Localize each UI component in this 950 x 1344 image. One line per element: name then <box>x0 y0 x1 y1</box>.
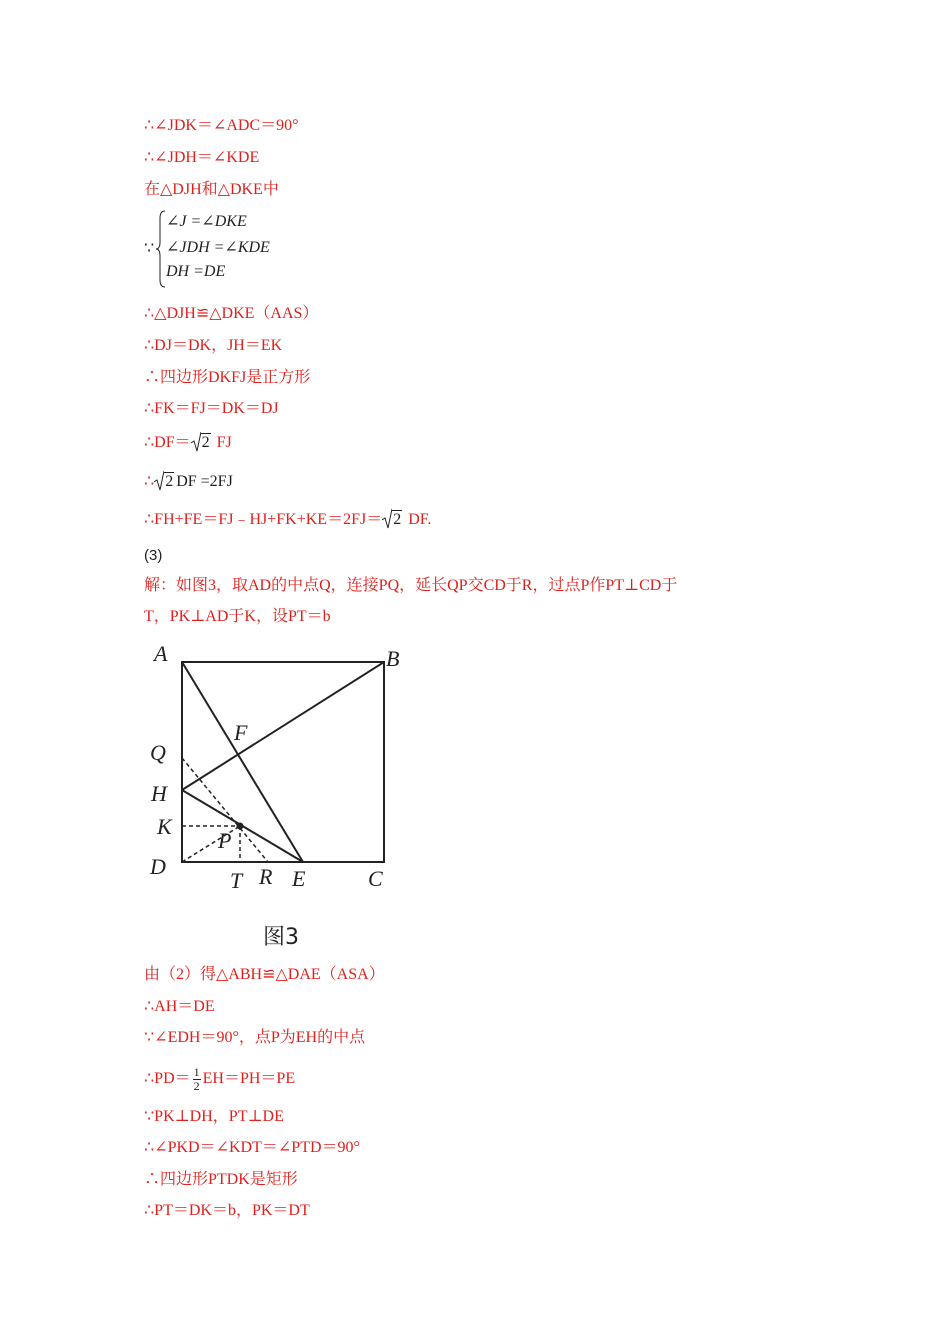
step-edh-midpoint: ∵∠EDH＝90°，点P为EH的中点 <box>144 1029 366 1046</box>
sqrt-symbol <box>382 510 402 530</box>
step-dj-dk: ∴DJ＝DK，JH＝EK <box>144 337 283 354</box>
fraction-one-half <box>193 1066 201 1093</box>
step-square: ∴四边形DKFJ是正方形 <box>144 369 311 386</box>
step-pd-half-right: EH＝PH＝PE <box>202 1070 296 1088</box>
point-p <box>237 823 244 830</box>
sqrt-radicand: 2 <box>165 473 174 490</box>
step-conclusion-right: DF. <box>404 511 432 528</box>
segment-ae <box>182 662 303 862</box>
system-row-2: ∠JDH =∠KDE <box>166 239 270 256</box>
step-right-angles: ∴∠PKD＝∠KDT＝∠PTD＝90° <box>144 1139 360 1156</box>
system-row-3: DH =DE <box>166 263 226 280</box>
sqrt-radicand: 2 <box>393 511 402 528</box>
label-p: P <box>218 828 232 853</box>
fraction-numerator: 1 <box>193 1065 200 1079</box>
part-3-label: (3) <box>144 547 163 564</box>
label-a: A <box>154 641 168 666</box>
step-df-sqrt-right: FJ <box>212 434 232 451</box>
square-abcd <box>182 662 384 862</box>
step-pd-half <box>144 1066 295 1093</box>
label-f: F <box>234 720 248 745</box>
step-rectangle: ∴四边形PTDK是矩形 <box>144 1171 298 1188</box>
sqrt-radicand: 2 <box>201 434 210 451</box>
step-sqrt-df-right: DF =2FJ <box>176 473 233 490</box>
label-c: C <box>368 866 383 890</box>
step-pt-dk: ∴PT＝DK＝b，PK＝DT <box>144 1202 310 1219</box>
step-ah-de: ∴AH＝DE <box>144 998 215 1015</box>
step-in-triangles: 在△DJH和△DKE中 <box>144 181 279 198</box>
label-r: R <box>259 864 273 889</box>
step-pd-half-left: ∴PD＝ <box>144 1070 191 1088</box>
step-angle-jdh: ∴∠JDH＝∠KDE <box>144 149 260 166</box>
step-sqrt-df-left: ∴ <box>144 473 155 490</box>
step-df-sqrt <box>144 433 232 453</box>
step-fk-fj: ∴FK＝FJ＝DK＝DJ <box>144 400 279 417</box>
system-row-1: ∠J =∠DKE <box>166 213 247 230</box>
step-perpendiculars: ∵PK⊥DH，PT⊥DE <box>144 1108 284 1125</box>
step-conclusion <box>144 510 431 530</box>
solution-line-1: 解：如图3，取AD的中点Q，连接PQ，延长QP交CD于R，过点P作PT⊥CD于 <box>144 577 678 594</box>
step-df-sqrt-left: ∴DF＝ <box>144 434 191 451</box>
step-conclusion-left: ∴FH+FE＝FJ﹣HJ+FK+KE＝2FJ＝ <box>144 511 383 528</box>
geometry-figure <box>146 640 416 890</box>
left-brace-icon <box>156 210 166 288</box>
step-from-part-2: 由（2）得△ABH≌△DAE（ASA） <box>144 966 385 983</box>
label-b: B <box>386 646 400 671</box>
solution-line-2: T，PK⊥AD于K，设PT＝b <box>144 608 331 625</box>
label-h: H <box>151 781 167 806</box>
step-angle-jdk: ∴∠JDK＝∠ADC＝90° <box>144 117 299 134</box>
step-sqrt-df <box>144 472 233 492</box>
sqrt-symbol <box>154 472 174 492</box>
label-d: D <box>150 854 166 879</box>
label-t: T <box>230 868 243 890</box>
label-q: Q <box>150 740 166 765</box>
because-symbol: ∵ <box>144 240 155 257</box>
sqrt-symbol <box>191 433 211 453</box>
label-e: E <box>292 866 306 890</box>
step-congruent: ∴△DJH≌△DKE（AAS） <box>144 305 319 322</box>
label-k: K <box>157 814 172 839</box>
fraction-denominator: 2 <box>193 1079 200 1093</box>
segment-hb <box>182 662 384 790</box>
figure-caption: 图3 <box>263 925 299 950</box>
